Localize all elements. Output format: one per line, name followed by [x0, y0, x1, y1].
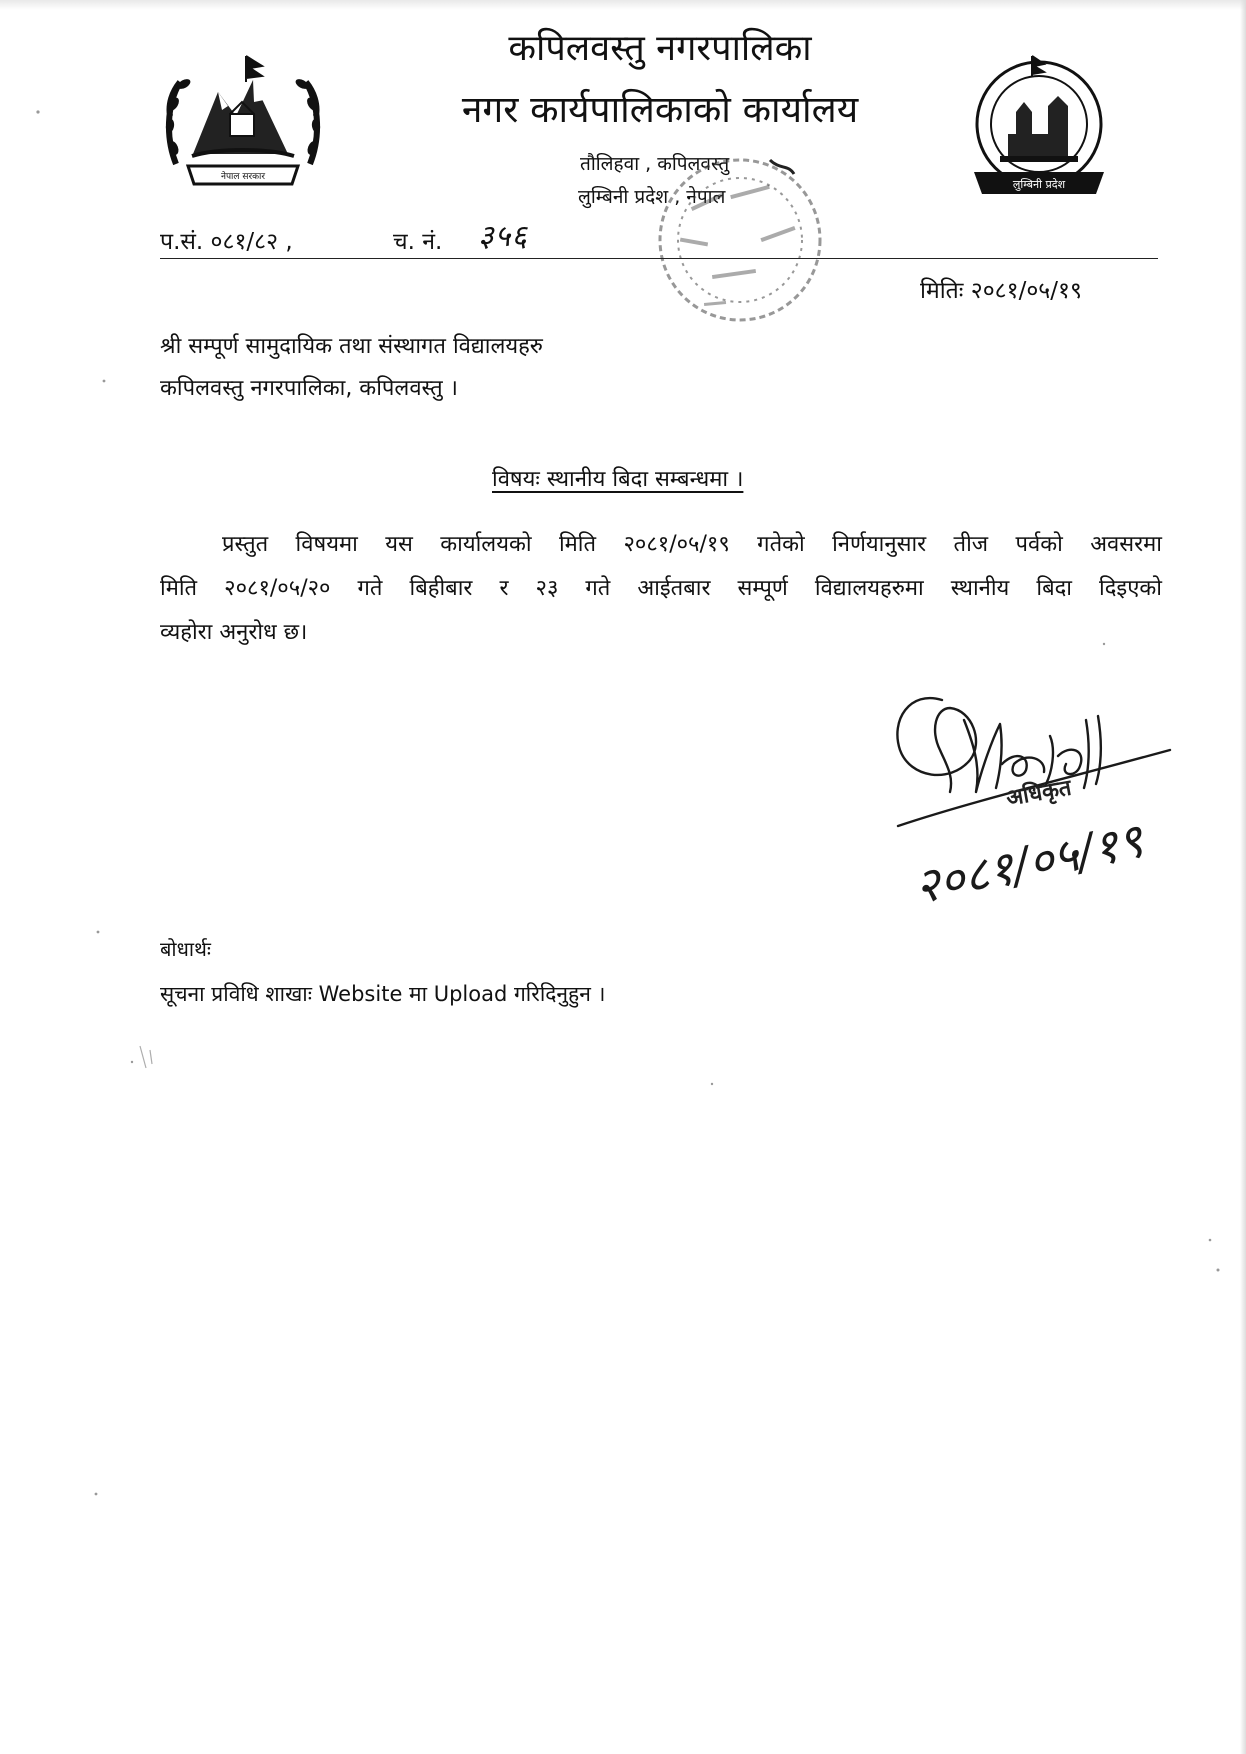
address-line-1: तौलिहवा , कपिलवस्तु [580, 153, 730, 175]
subject-line: विषयः स्थानीय बिदा सम्बन्धमा । [492, 467, 744, 492]
dispatch-number-label: च. नं. [393, 229, 443, 255]
letter-reference-number: प.सं. ०८१/८२ , [160, 229, 293, 255]
signature-date: २०८१/०५/१९ [909, 812, 1149, 916]
office-name: नगर कार्यपालिकाको कार्यालय [461, 88, 859, 131]
logo-ribbon-text: लुम्बिनी प्रदेश [1012, 178, 1066, 191]
cc-line: सूचना प्रविधि शाखाः Website मा Upload गरिदिनुहुन । [160, 982, 606, 1006]
emblem-caption: नेपाल सरकार [220, 172, 266, 182]
recipient-line-2: कपिलवस्तु नगरपालिका, कपिलवस्तु । [160, 376, 458, 401]
address-line-2: लुम्बिनी प्रदेश , नेपाल [578, 186, 726, 208]
body-line-2: मिति २०८१/०५/२० गते बिहीबार र २३ गते आईतबार सम्पूर्ण विद्यालयहरुमा स्थानीय बिदा दिइएको [160, 576, 1162, 601]
designation-stamp: अधिकृत [1004, 775, 1074, 812]
municipality-name: कपिलवस्तु नगरपालिका [508, 28, 812, 69]
cc-heading: बोधार्थः [160, 937, 211, 961]
letter-date: मितिः २०८१/०५/१९ [920, 278, 1082, 304]
recipient-line-1: श्री सम्पूर्ण सामुदायिक तथा संस्थागत विद्यालयहरु [160, 334, 543, 359]
body-line-1: प्रस्तुत विषयमा यस कार्यालयको मिति २०८१/०५/१९ गतेको निर्णयानुसार तीज पर्वको अवसरमा [222, 532, 1162, 557]
dispatch-number: ३५६ [478, 219, 528, 254]
body-line-3: व्यहोरा अनुरोध छ। [160, 620, 308, 645]
